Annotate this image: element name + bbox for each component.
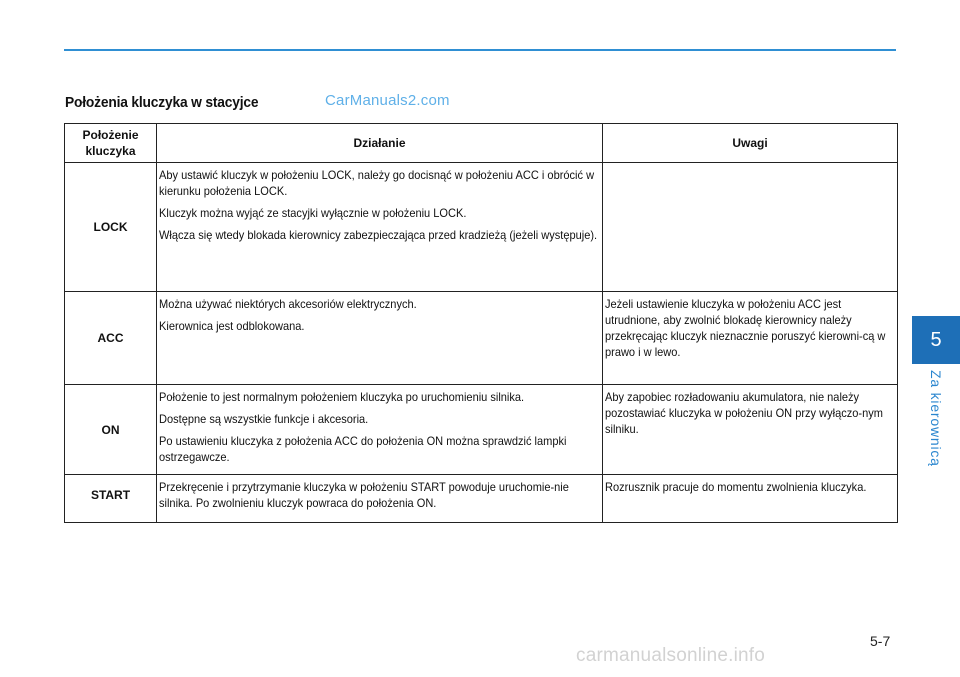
header-action: Działanie (157, 124, 603, 163)
chapter-tab (912, 316, 960, 364)
action-text: Włącza się wtedy blokada kierownicy zabezpieczająca przed kradzieżą (jeżeli występuje). (159, 228, 598, 242)
position-cell: LOCK (65, 163, 157, 292)
table-header-row (65, 124, 898, 163)
action-cell (157, 292, 603, 385)
action-text: Można używać niektórych akcesoriów elektrycznych. (159, 297, 417, 311)
notes-text: Rozrusznik pracuje do momentu zwolnienia kluczyka. (605, 480, 867, 494)
table-row (65, 475, 898, 523)
table-row (65, 292, 898, 385)
notes-text: Aby zapobiec rozładowaniu akumulatora, nie należy pozostawiać kluczyka w położeniu ON przy wyłączo-nym silniku. (605, 390, 883, 436)
notes-cell (603, 163, 898, 292)
watermark-top: CarManuals2.com (325, 92, 450, 109)
notes-text: Jeżeli ustawienie kluczyka w położeniu ACC jest utrudnione, aby zwolnić blokadę kierownicy należy przekręcając kluczyk nieznacznie poruszyć kierowni-cą w prawo i w lewo. (605, 297, 886, 359)
page-number: 5-7 (870, 633, 891, 649)
action-cell (157, 385, 603, 475)
table-row (65, 385, 898, 475)
notes-cell (603, 475, 898, 523)
position-cell: ACC (65, 292, 157, 385)
action-text: Kluczyk można wyjąć ze stacyjki wyłącznie w położeniu LOCK. (159, 206, 467, 220)
header-notes: Uwagi (603, 124, 898, 163)
header-rule (64, 49, 896, 51)
notes-cell (603, 292, 898, 385)
action-text: Położenie to jest normalnym położeniem kluczyka po uruchomieniu silnika. (159, 390, 525, 404)
ignition-positions-table (64, 123, 898, 523)
header-position: Położenie kluczyka (65, 124, 157, 163)
notes-cell (603, 385, 898, 475)
action-text: Przekręcenie i przytrzymanie kluczyka w położeniu START powoduje uruchomie-nie silnika. Po zwolnieniu kluczyk powraca do położenia ON. (159, 480, 569, 510)
action-text: Po ustawieniu kluczyka z położenia ACC do położenia ON można sprawdzić lampki ostrzegawcze. (159, 434, 567, 464)
table-row (65, 163, 898, 292)
position-cell: ON (65, 385, 157, 475)
section-title: Położenia kluczyka w stacyjce (65, 94, 259, 111)
action-cell (157, 475, 603, 523)
action-text: Aby ustawić kluczyk w położeniu LOCK, należy go docisnąć w położeniu ACC i obrócić w kierunku położenia LOCK. (159, 168, 595, 198)
watermark-bottom: carmanualsonline.info (576, 645, 766, 666)
action-text: Kierownica jest odblokowana. (159, 319, 305, 333)
position-cell: START (65, 475, 157, 523)
action-cell (157, 163, 603, 292)
chapter-number: 5 (930, 328, 942, 351)
action-text: Dostępne są wszystkie funkcje i akcesoria. (159, 412, 369, 426)
